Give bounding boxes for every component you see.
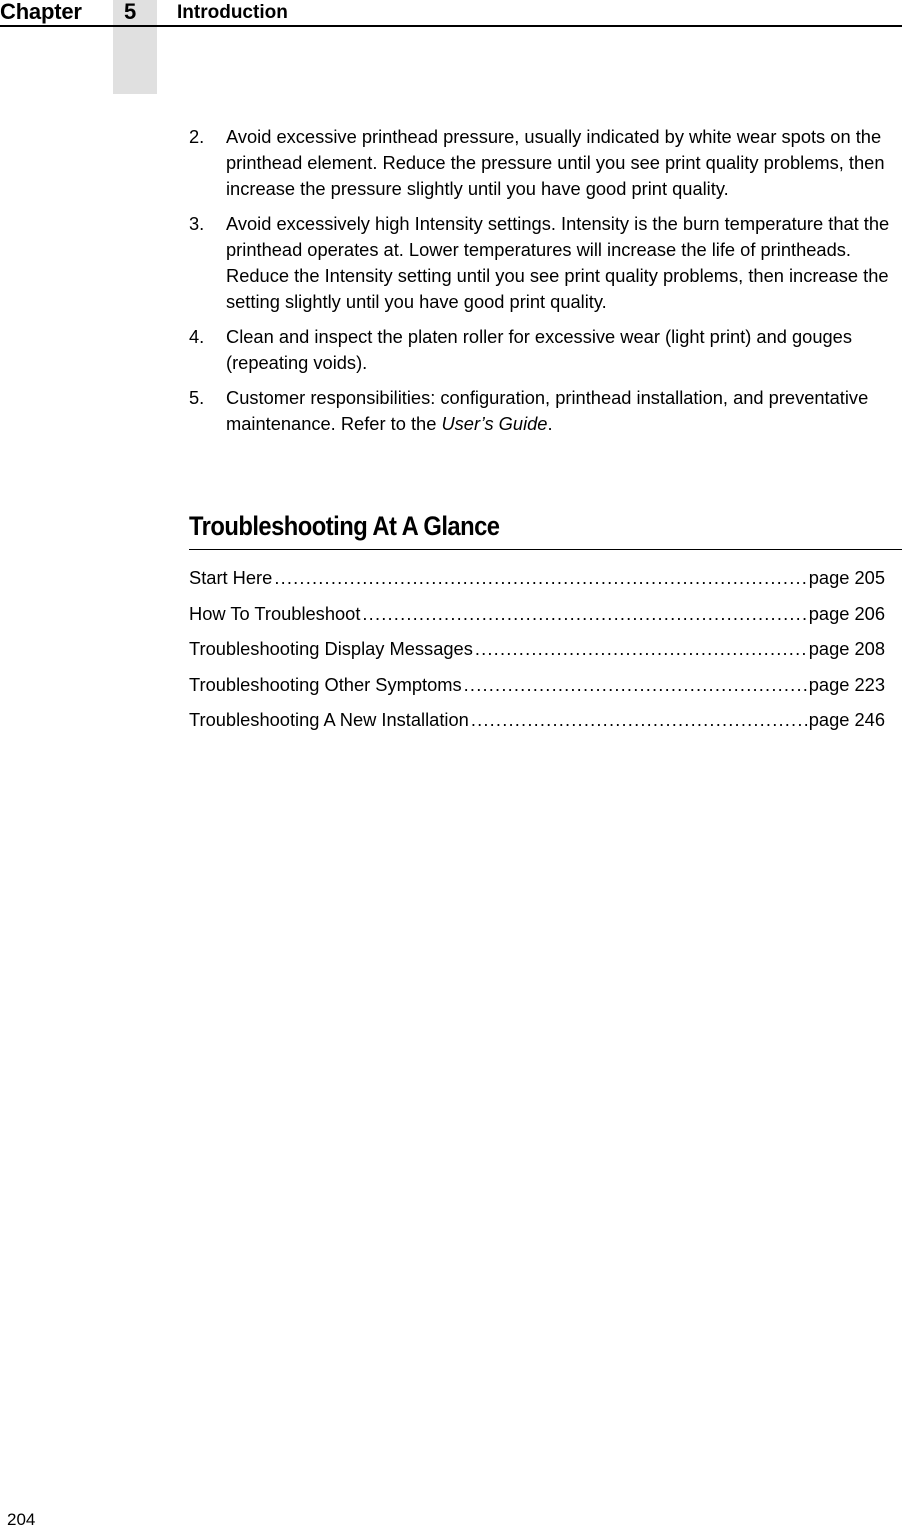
list-item (189, 385, 901, 437)
section-title: Introduction (177, 2, 288, 23)
step-text (226, 385, 901, 437)
step-number: 2. (189, 126, 205, 147)
list-item (189, 124, 901, 202)
step-text-end: . (547, 413, 553, 434)
chapter-label: Chapter (0, 0, 82, 24)
dot-leader (360, 603, 808, 625)
toc-entry[interactable] (189, 709, 885, 745)
toc-entry-title[interactable]: Troubleshooting A New Installation (189, 709, 469, 730)
toc-entry-page[interactable]: page 223 (808, 673, 885, 695)
step-text: Avoid excessive printhead pressure, usually indicated by white wear spots on the printhead element. Reduce the pressure until you see print quality problems, then increase the pressure slightly until you have good print quality. (226, 126, 885, 199)
step-text: Avoid excessively high Intensity settings. Intensity is the burn temperature that the printhead operates at. Lower temperatures will increase the life of printheads. Reduce the Intensity setting until you see print quality problems, then increase the setting slightly until you have good print quality. (226, 213, 890, 312)
users-guide-reference: User’s Guide (441, 413, 548, 434)
list-item (189, 324, 901, 376)
toc-entry[interactable] (189, 674, 885, 710)
dot-leader (469, 709, 809, 731)
step-text-start: Customer responsibilities: configuration, printhead installation, and preventative maintenance. Refer to the (226, 387, 869, 434)
toc-entry-page[interactable]: page 208 (808, 638, 885, 659)
toc-entry-title[interactable]: Troubleshooting Display Messages (189, 638, 473, 659)
toc-entry-title[interactable]: Start Here (189, 567, 273, 588)
toc-entry[interactable] (189, 567, 885, 603)
step-number: 5. (189, 387, 205, 408)
heading-divider (189, 549, 902, 550)
step-list (189, 124, 901, 446)
toc-entry-title[interactable]: How To Troubleshoot (189, 602, 361, 624)
step-number: 4. (189, 326, 205, 347)
toc-entry-page[interactable]: page 246 (808, 709, 885, 730)
step-text: Clean and inspect the platen roller for excessive wear (light print) and gouges (repeating voids). (226, 326, 852, 373)
step-number: 3. (189, 213, 205, 234)
dot-leader (473, 638, 809, 660)
table-of-contents (189, 567, 885, 745)
dot-leader (272, 567, 808, 589)
chapter-number: 5 (124, 0, 137, 24)
dot-leader (462, 674, 809, 696)
page-number: 204 (7, 1510, 36, 1529)
toc-entry[interactable] (189, 638, 885, 674)
page-header (0, 0, 902, 28)
header-divider (0, 25, 902, 27)
toc-entry-page[interactable]: page 205 (808, 567, 885, 588)
toc-entry-page[interactable]: page 206 (808, 602, 885, 624)
toc-entry[interactable] (189, 603, 885, 639)
list-item (189, 211, 901, 315)
toc-entry-title[interactable]: Troubleshooting Other Symptoms (189, 673, 462, 695)
glance-heading: Troubleshooting At A Glance (189, 511, 500, 541)
